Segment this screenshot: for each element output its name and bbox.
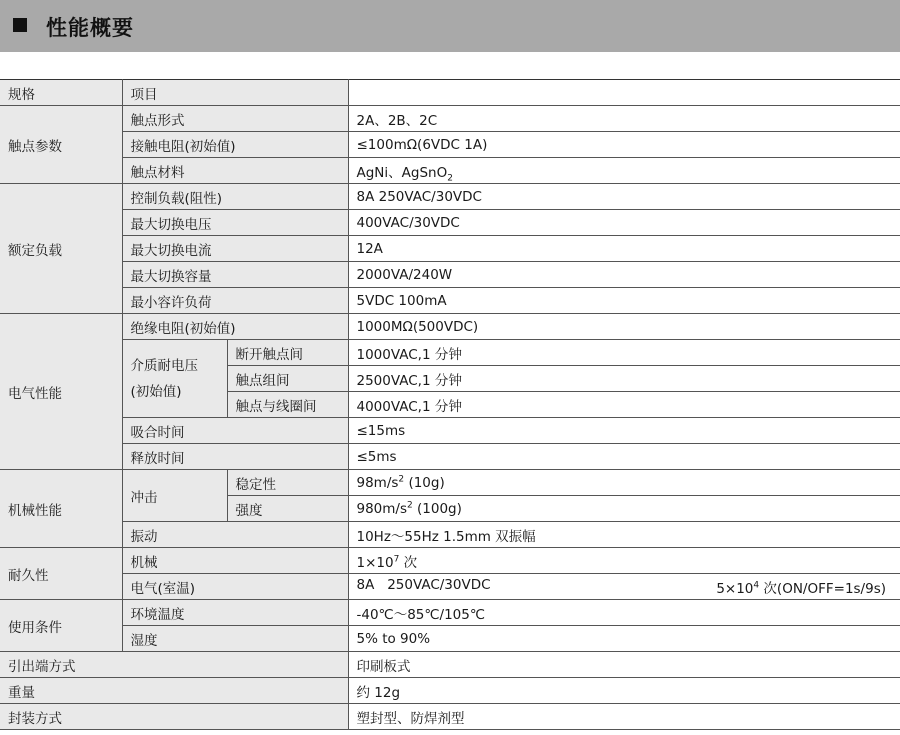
row-label: 环境温度 [122,600,348,626]
table-header-row [0,80,900,106]
table-row [0,678,900,704]
row-value [348,496,900,522]
row-value: 2A、2B、2C [348,106,900,132]
table-row [0,262,900,288]
row-value [348,548,900,574]
table-row [0,314,900,340]
row-label: 最大切换电压 [122,210,348,236]
header-item: 项目 [122,80,348,106]
row-value: ≤100mΩ(6VDC 1A) [348,132,900,158]
row-label: 机械 [122,548,348,574]
row-value: -40℃～85℃/105℃ [348,600,900,626]
group-mechanical: 机械性能 [0,470,122,548]
section-header [0,0,900,52]
value-superscript: 4 [753,580,760,590]
row-label: 最大切换容量 [122,262,348,288]
row-label: 触点形式 [122,106,348,132]
row-label: 湿度 [122,626,348,652]
row-label: 触点材料 [122,158,348,184]
row-value: ≤15ms [348,418,900,444]
row-label: 最大切换电流 [122,236,348,262]
row-value: 塑封型、防焊剂型 [348,704,900,730]
group-rated-load: 额定负载 [0,184,122,314]
table-row [0,236,900,262]
row-value: 2500VAC,1 分钟 [348,366,900,392]
square-bullet-icon [13,18,27,32]
row-value: 印刷板式 [348,652,900,678]
row-label: 封装方式 [0,704,348,730]
table-row [0,418,900,444]
value-superscript: 2 [407,500,413,510]
value-text: 次 [399,554,418,571]
table-row [0,132,900,158]
table-row [0,600,900,626]
value-text: AgNi、AgSnO [356,164,448,181]
row-sublabel: 稳定性 [227,470,348,496]
row-label: 电气(室温) [122,574,348,600]
header-value [348,80,900,106]
value-subscript: 2 [447,173,453,184]
row-value [348,574,900,600]
table-row [0,704,900,730]
row-value: 1000MΩ(500VDC) [348,314,900,340]
table-row [0,210,900,236]
row-label: 控制负载(阻性) [122,184,348,210]
table-row [0,184,900,210]
row-sublabel: 触点组间 [227,366,348,392]
row-value: ≤5ms [348,444,900,470]
row-label: 重量 [0,678,348,704]
spec-table [0,79,900,730]
row-sublabel: 断开触点间 [227,340,348,366]
value-text: 980m/s [356,500,407,517]
value-text: 5×10 [716,580,754,597]
value-text: (10g) [404,474,445,491]
table-row [0,548,900,574]
value-text: 98m/s [356,474,399,491]
row-value [348,158,900,184]
row-label: 绝缘电阻(初始值) [122,314,348,340]
row-value: 约 12g [348,678,900,704]
value-text: (100g) [412,500,462,517]
row-label: 接触电阻(初始值) [122,132,348,158]
table-row [0,522,900,548]
value-superscript: 7 [393,554,400,564]
row-value: 2000VA/240W [348,262,900,288]
row-label: 吸合时间 [122,418,348,444]
table-row [0,288,900,314]
group-electrical: 电气性能 [0,314,122,470]
value-text: 次(ON/OFF=1s/9s) [759,580,886,597]
table-row [0,470,900,496]
value-text: 1×10 [356,554,394,571]
header-spec: 规格 [0,80,122,106]
value-left: 8A 250VAC/30VDC [356,576,491,593]
table-row [0,652,900,678]
row-sublabel: 触点与线圈间 [227,392,348,418]
row-label: 释放时间 [122,444,348,470]
value-right [716,577,900,597]
table-row [0,444,900,470]
row-value: 10Hz～55Hz 1.5mm 双振幅 [348,522,900,548]
value-superscript: 2 [398,474,405,484]
table-row [0,340,900,366]
row-value: 5% to 90% [348,626,900,652]
row-value: 400VAC/30VDC [348,210,900,236]
shock-label: 冲击 [122,470,227,522]
group-contact: 触点参数 [0,106,122,184]
table-row [0,626,900,652]
row-value: 1000VAC,1 分钟 [348,340,900,366]
row-value [348,470,900,496]
section-title: 性能概要 [46,16,134,40]
row-sublabel: 强度 [227,496,348,522]
row-label: 引出端方式 [0,652,348,678]
row-value: 5VDC 100mA [348,288,900,314]
table-row [0,106,900,132]
table-row [0,158,900,184]
row-value: 8A 250VAC/30VDC [348,184,900,210]
row-value: 4000VAC,1 分钟 [348,392,900,418]
table-row [0,574,900,600]
row-label: 最小容许负荷 [122,288,348,314]
row-value: 12A [348,236,900,262]
group-conditions: 使用条件 [0,600,122,652]
row-label: 振动 [122,522,348,548]
dielectric-label: 介质耐电压(初始值) [122,340,227,418]
group-durability: 耐久性 [0,548,122,600]
